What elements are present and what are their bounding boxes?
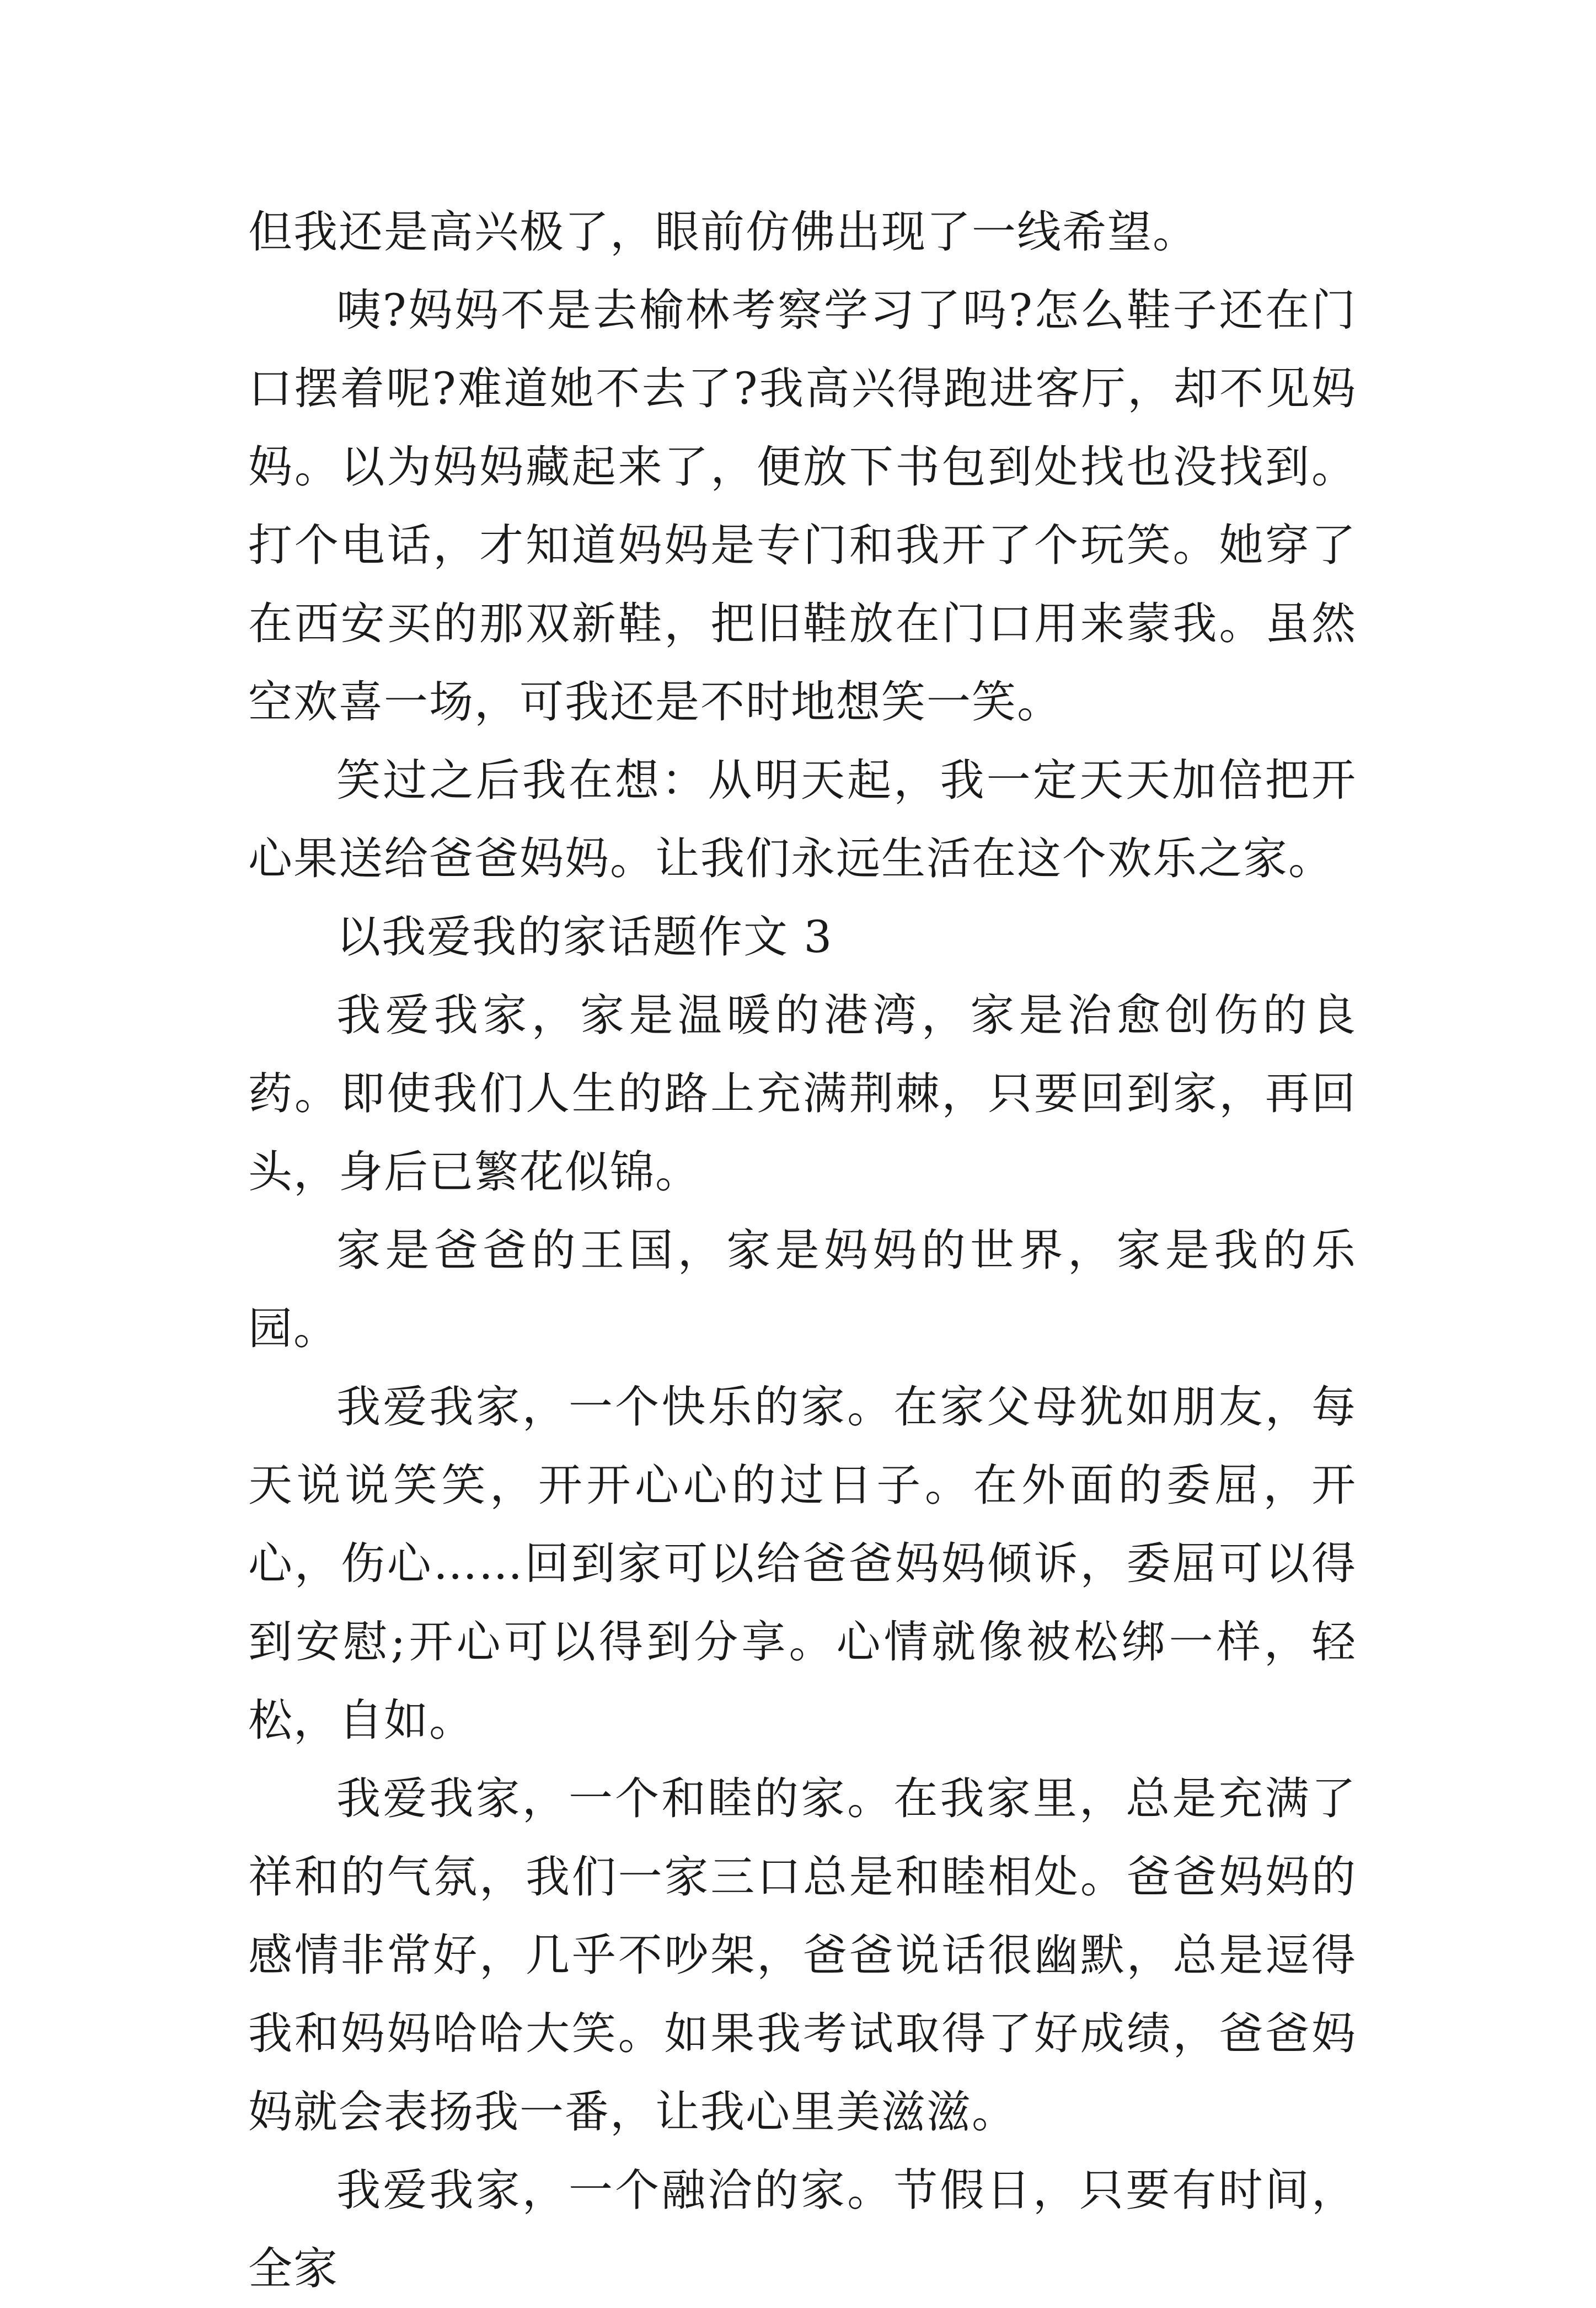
paragraph-continuation: 但我还是高兴极了，眼前仿佛出现了一线希望。 <box>248 206 1198 258</box>
paragraph-harmonious-home: 我爱我家，一个和睦的家。在我家里，总是充满了祥和的气氛，我们一家三口总是和睦相处。爸爸妈妈的感情非常好，几乎不吵架，爸爸说话很幽默，总是逗得我和妈妈哈哈大笑。如果我考试取得了好成绩，爸爸妈妈就会表扬我一番，让我心里美滋滋。 <box>248 1773 1357 2138</box>
paragraph-reflection: 笑过之后我在想：从明天起，我一定天天加倍把开心果送给爸爸妈妈。让我们永远生活在这个欢乐之家。 <box>248 755 1357 884</box>
paragraph-happy-home: 我爱我家，一个快乐的家。在家父母犹如朋友，每天说说笑笑，开开心心的过日子。在外面的委屈，开心，伤心……回到家可以给爸爸妈妈倾诉，委屈可以得到安慰;开心可以得到分享。心情就像被松绑一样，轻松，自如。 <box>248 1381 1357 1746</box>
paragraph-home-harbor: 我爱我家，家是温暖的港湾，家是治愈创伤的良药。即使我们人生的路上充满荆棘，只要回到家，再回头，身后已繁花似锦。 <box>248 990 1357 1198</box>
paragraph-shoes-story: 咦?妈妈不是去榆林考察学习了吗?怎么鞋子还在门口摆着呢?难道她不去了?我高兴得跑进客厅，却不见妈妈。以为妈妈藏起来了，便放下书包到处找也没找到。打个电话，才知道妈妈是专门和我开了个玩笑。她穿了在西安买的那双新鞋，把旧鞋放在门口用来蒙我。虽然空欢喜一场，可我还是不时地想笑一笑。 <box>248 285 1357 728</box>
paragraph-home-kingdom: 家是爸爸的王国，家是妈妈的世界，家是我的乐园。 <box>248 1225 1357 1354</box>
paragraph-harmonious-family-start: 我爱我家，一个融洽的家。节假日，只要有时间，全家 <box>248 2165 1357 2294</box>
essay-title: 以我爱我的家话题作文 3 <box>336 911 833 963</box>
document-body <box>248 193 1357 2308</box>
